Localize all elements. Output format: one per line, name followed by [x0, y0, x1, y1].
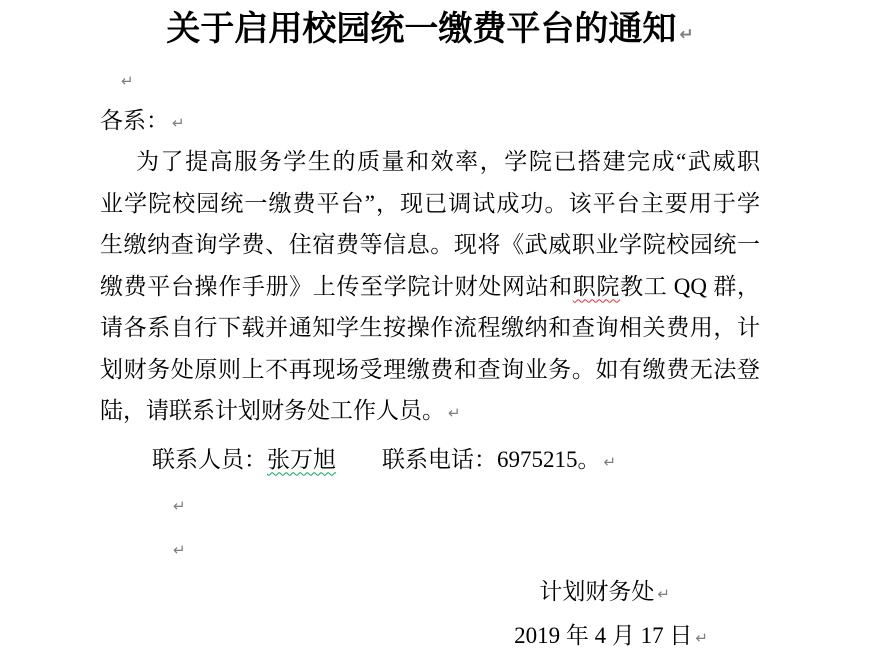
- text-segment: 教工 QQ 群，: [620, 273, 760, 299]
- pilcrow-mark: ↵: [172, 113, 185, 132]
- text-line: [100, 438, 760, 482]
- text-line: [100, 614, 760, 658]
- text-line: [100, 307, 760, 349]
- text-segment-red-squiggle: 职院: [572, 273, 621, 299]
- text-segment: 为了提高服务学生的质量和效率，学院已搭建完成“武威职: [136, 149, 760, 174]
- pilcrow-mark: ↵: [121, 72, 134, 90]
- text-segment: 划财务处原则上不再现场受理缴费和查询业务。如有缴费无法登: [100, 356, 760, 382]
- text-line: [100, 224, 760, 266]
- text-line: [100, 349, 760, 391]
- pilcrow-mark: ↵: [695, 628, 708, 647]
- text-segment-green-squiggle: 张万旭: [267, 446, 336, 472]
- document-title: [100, 6, 760, 58]
- text-segment: 请各系自行下载并通知学生按操作流程缴纳和查询相关费用，计: [100, 315, 760, 340]
- document-content: [100, 6, 760, 658]
- text-line: [100, 570, 760, 614]
- document-title-text: 关于启用校园统一缴费平台的通知: [166, 11, 677, 48]
- pilcrow-mark: ↵: [603, 452, 617, 471]
- pilcrow-mark: ↵: [173, 496, 186, 515]
- text-line: [100, 58, 760, 100]
- text-line: [100, 141, 760, 183]
- text-line: [100, 183, 760, 225]
- text-segment: 计划财务处: [539, 578, 655, 604]
- text-segment: 联系电话：6975215。: [336, 446, 601, 472]
- text-segment: 生缴纳查询学费、住宿费等信息。现将《武威职业学院校园统一: [100, 232, 760, 257]
- text-line: [100, 100, 760, 142]
- text-line: [100, 526, 760, 570]
- pilcrow-mark: ↵: [448, 404, 461, 422]
- text-segment: 联系人员：: [152, 446, 267, 472]
- text-segment: 业学院校园统一缴费平台”，现已调试成功。该平台主要用于学: [100, 190, 760, 216]
- pilcrow-mark: ↵: [173, 540, 186, 559]
- pilcrow-mark: ↵: [657, 584, 670, 603]
- text-line: [100, 390, 760, 432]
- text-segment: 各系：: [100, 107, 169, 133]
- text-line: [100, 266, 760, 308]
- text-segment: 陆，请联系计划财务处工作人员。: [100, 398, 445, 423]
- text-segment: 2019 年 4 月 17 日: [514, 622, 693, 648]
- text-segment: 缴费平台操作手册》上传至学院计财处网站和: [100, 273, 573, 299]
- pilcrow-mark: ↵: [679, 25, 694, 45]
- text-line: [100, 482, 760, 526]
